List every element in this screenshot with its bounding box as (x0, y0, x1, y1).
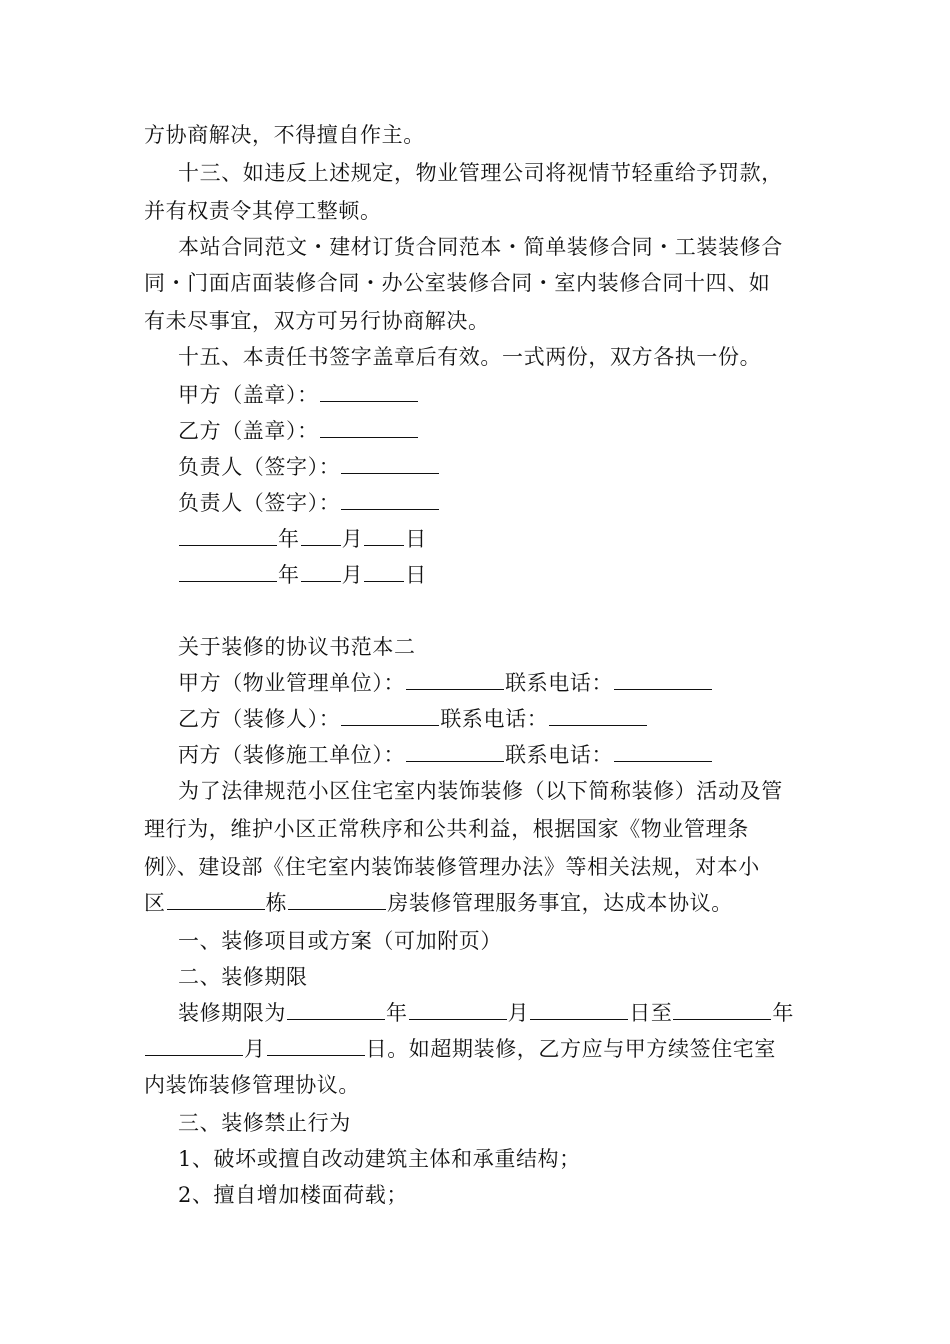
preamble-line: 区 栋 房装修管理服务事宜，达成本协议。 (144, 891, 733, 915)
text-line: 内装饰装修管理协议。 (144, 1073, 360, 1097)
text-line: 有未尽事宜，双方可另行协商解决。 (144, 309, 490, 333)
section-heading: 三、装修禁止行为 (178, 1111, 351, 1135)
blank-field (409, 1018, 507, 1020)
blank-field (301, 580, 341, 582)
blank-field (287, 1018, 385, 1020)
section-title: 关于装修的协议书范本二 (178, 635, 416, 659)
blank-field (179, 544, 277, 546)
blank-field (406, 760, 504, 762)
section-heading: 二、装修期限 (178, 965, 308, 989)
party-b-seal-line: 乙方（盖章）： (178, 416, 848, 446)
list-item: 1、破坏或擅自改动建筑主体和承重结构； (178, 1147, 581, 1171)
clause-13: 十三、如违反上述规定，物业管理公司将视情节轻重给予罚款， (178, 161, 783, 185)
blank-field (167, 908, 265, 910)
blank-field (320, 436, 418, 438)
blank-field (179, 580, 277, 582)
preamble-line: 例》、建设部《住宅室内装饰装修管理办法》等相关法规，对本小 (144, 855, 760, 879)
preamble-line: 为了法律规范小区住宅室内装饰装修（以下简称装修）活动及管 (178, 779, 783, 803)
blank-field (301, 544, 341, 546)
blank-field (341, 508, 439, 510)
blank-field (364, 580, 404, 582)
blank-field (145, 1054, 243, 1056)
blank-field (288, 908, 386, 910)
date-line: 年 月 日 (178, 524, 848, 554)
party-b-line: 乙方（装修人）： 联系电话： (178, 704, 848, 734)
blank-field (341, 724, 439, 726)
blank-field (267, 1054, 365, 1056)
signatory-line: 负责人（签字）： (178, 488, 848, 518)
blank-field (614, 760, 712, 762)
clause-15: 十五、本责任书签字盖章后有效。一式两份，双方各执一份。 (178, 345, 762, 369)
party-a-seal-line: 甲方（盖章）： (178, 380, 848, 410)
related-links-line: 本站合同范文・建材订货合同范本・简单装修合同・工装装修合 (178, 235, 783, 259)
period-line: 装修期限为 年 月 日至 年 (178, 1001, 795, 1025)
related-links-line: 同・门面店面装修合同・办公室装修合同・室内装修合同十四、如 (144, 271, 771, 295)
blank-field (320, 400, 418, 402)
blank-field (549, 724, 647, 726)
list-item: 2、擅自增加楼面荷载； (178, 1183, 408, 1207)
party-c-line: 丙方（装修施工单位）： 联系电话： (178, 740, 848, 770)
date-line: 年 月 日 (178, 560, 848, 590)
blank-field (530, 1018, 628, 1020)
preamble-line: 理行为，维护小区正常秩序和公共利益，根据国家《物业管理条 (144, 817, 749, 841)
blank-field (341, 472, 439, 474)
blank-field (614, 688, 712, 690)
section-heading: 一、装修项目或方案（可加附页） (178, 929, 502, 953)
blank-field (673, 1018, 771, 1020)
period-line: 月 日。如超期装修，乙方应与甲方续签住宅室 (144, 1034, 814, 1064)
blank-field (406, 688, 504, 690)
text-line: 并有权责令其停工整顿。 (144, 199, 382, 223)
blank-field (364, 544, 404, 546)
party-a-line: 甲方（物业管理单位）： 联系电话： (178, 668, 848, 698)
signatory-line: 负责人（签字）： (178, 452, 848, 482)
text-line: 方协商解决，不得擅自作主。 (144, 123, 425, 147)
